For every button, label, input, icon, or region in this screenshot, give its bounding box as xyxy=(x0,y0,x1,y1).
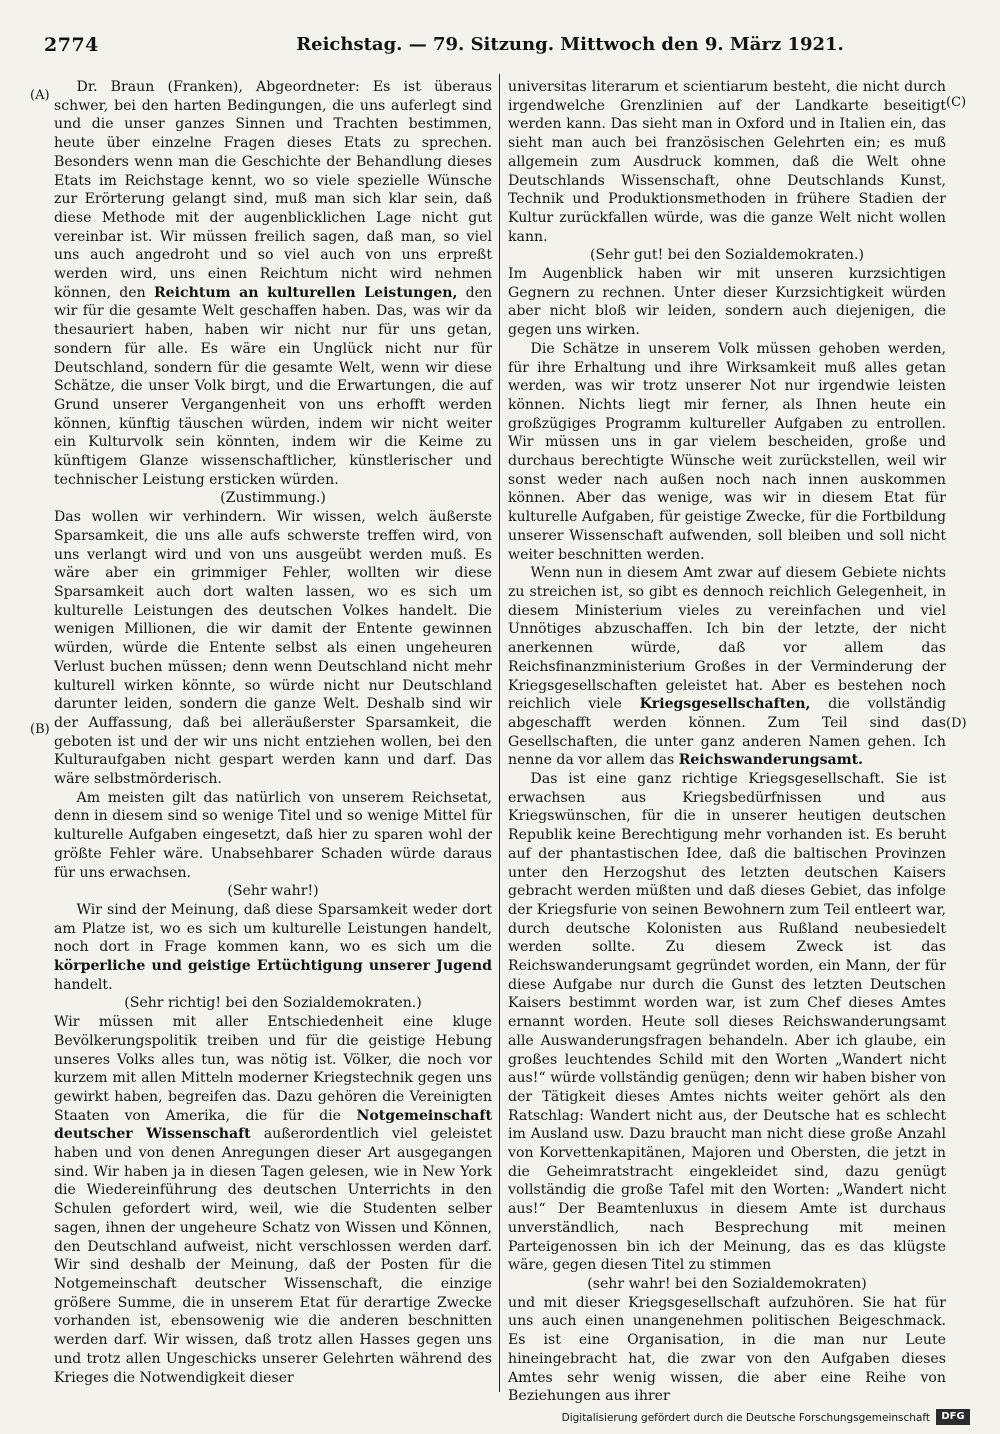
reaction: (Sehr wahr!) xyxy=(227,883,319,900)
paragraph: Dr. Braun (Franken), Abgeordneter: Es ist überaus schwer, bei den harten Bedingungen, die uns auferlegt sind und die unser ganzes Sinnen und Trachten bestimmen, heute über einzelne Fragen dieses Etats zu sprechen. Besonders wenn man die Geschichte der Behandlung dieses Etats im Reichstage kennt, wo so viele spezielle Wünsche zur Erörterung gelangt sind, muß man sich klar sein, daß diese Methode mit der augenblicklichen Lage nicht gut vereinbar ist. Wir müssen freilich sagen, daß man, so viel uns auch angedroht und so viel auch von uns erpreßt werden wird, uns einen Reichtum nicht wird nehmen können, den Reichtum an kulturellen Leistungen, den wir für die gesamte Welt geschaffen haben. Das, was wir da thesauriert haben, haben wir nicht nur für uns getan, sondern für alle. Es wäre ein Unglück nicht nur für Deutschland, sondern für die gesamte Welt, wenn wir diese Schätze, die unser Volk birgt, und die Erwartungen, die auf Grund unserer Vergangenheit von uns erhofft werden können, künftig täuschen würden, indem wir nicht weiter ein Kulturvolk sein könnten, indem wir die Keime zu künftigem Glanze wissenschaftlicher, künstlerischer und technischer Leistung ersticken würden. xyxy=(54,79,493,488)
margin-marker-b: (B) xyxy=(30,722,50,737)
paragraph: Das ist eine ganz richtige Kriegsgesellschaft. Sie ist erwachsen aus Kriegsbedürfnissen und aus Kriegswünschen, für die in unserer heutigen deutschen Republik keine Berechtigung mehr vorhanden ist. Es beruht auf der phantastischen Idee, daß die baltischen Provinzen unter den Herzogshut des letzten deutschen Kaisers gebracht werden müßten und daß dieses Gebiet, das infolge der Kriegsfurie von seinen Bewohnern zum Teil entleert war, durch deutsche Kolonisten aus Rußland neubesiedelt werden sollte. Zu diesem Zweck ist das Reichswanderungsamt gegründet worden, ein Mann, der für diese Aufgabe nur durch die Gunst des letzten Deutschen Kaisers bestimmt worden war, ist zum Chef dieses Amtes ernannt worden. Heute soll dieses Reichswanderungsamt alle Auswanderungsfragen behandeln. Aber ich glaube, ein großes leuchtendes Schild mit den Worten „Wandert nicht aus!“ würde vollständig genügen; denn wir haben bisher von der Tätigkeit dieses Amtes nichts weiter gehört als den Ratschlag: Wandert nicht aus, der Deutsche hat es schlecht im Ausland usw. Dazu braucht man nicht diese große Anzahl von Korvettenkapitänen, Majoren und Obersten, die jetzt in die Geheimratstracht eingekleidet sind, dazu genügt vollständig die große Tafel mit den Worten: „Wandert nicht aus!“ Der Beamtenluxus in diesem Amte ist durchaus unverständlich, nach Besprechung mit meinen Parteigenossen bin ich der Meinung, das es das klügste wäre, gegen diesen Titel zu stimmen xyxy=(508,771,946,1274)
column-divider xyxy=(499,74,500,1392)
paragraph: Wir sind der Meinung, daß diese Sparsamkeit weder dort am Platze ist, wo es sich um kulturelle Leistungen handelt, noch dort in Frage kommen kann, wo es sich um die körperliche und geistige Ertüchtigung unserer Jugend handelt. xyxy=(54,901,492,993)
paragraph: Im Augenblick haben wir mit unseren kurzsichtigen Gegnern zu rechnen. Unter dieser Kurzsichtigkeit würden aber nicht bloß wir leiden, sondern auch diejenigen, die gegen uns wirken. xyxy=(508,266,946,339)
paragraph: Wir müssen mit aller Entschiedenheit eine kluge Bevölkerungspolitik treiben und für die geistige Hebung unseres Volks alles tun, was nötig ist. Völker, die noch vor kurzem mit allen Mitteln moderner Kriegstechnik gegen uns gewirkt haben, begreifen das. Dazu gehören die Vereinigten Staaten von Amerika, die für die Notgemeinschaft deutscher Wissenschaft außerordentlich viel geleistet haben und von denen Anregungen dieser Art ausgegangen sind. Wir haben ja in diesen Tagen gelesen, wie in New York die Wiedereinführung des deutschen Unterrichts in den Schulen gefordert wird, weil, wie die Studenten selber sagen, ihnen der ungeheure Schatz von Wissen und Können, den Deutschland aufweist, nicht verschlossen werden darf. Wir sind deshalb der Meinung, daß der Posten für die Notgemeinschaft deutscher Wissenschaft, die einzige größere Summe, die in unserem Etat für derartige Zwecke vorhanden ist, ebensowenig wie die anderen beschnitten werden darf. Wir wissen, daß trotz allen Hasses gegen uns und trotz allen Ungeschicks unserer Gelehrten während des Krieges die Notwendigkeit dieser xyxy=(54,1014,493,1386)
left-column xyxy=(54,78,492,1388)
paragraph: und mit dieser Kriegsgesellschaft aufzuhören. Sie hat für uns auch einen unangenehmen politischen Beigeschmack. Es ist eine Organisation, in die man nur Leute hineingebracht hat, die zwar von den Aufgaben dieses Amtes sehr wenig wissen, die aber eine Reihe von Beziehungen aus ihrer xyxy=(508,1294,946,1405)
paragraph: Wenn nun in diesem Amt zwar auf diesem Gebiete nichts zu streichen ist, so gibt es dennoch reichlich Gelegenheit, in diesem Ministerium vieles zu vereinfachen und viel Unnötiges abzuschaffen. Ich bin der letzte, der nicht anerkennen würde, daß vor allem das Reichsfinanzministerium Großes in der Verminderung der Kriegsgesellschaften geleistet hat. Aber es bestehen noch reichlich viele Kriegsgesellschaften, die vollständig abgeschafft werden können. Zum Teil sind das Gesellschaften, die unter ganz anderen Namen gehen. Ich nenne da vor allem das Reichswanderungsamt. xyxy=(508,565,946,769)
page-header xyxy=(40,34,940,58)
paragraph: Die Schätze in unserem Volk müssen gehoben werden, für ihre Erhaltung und ihre Wirksamkeit muß alles getan werden, was wir trotz unserer Not nur irgendwie leisten können. Nichts liegt mir ferner, als Ihnen heute ein großzügiges Programm kultureller Aufgaben zu entrollen. Wir müssen uns in gar vielem bescheiden, große und durchaus berechtigte Wünsche weit zurückstellen, weil wir sonst weder nach außen noch nach innen auskommen können. Aber das wenige, was wir in diesem Etat für kulturelle Aufgaben, für geistige Zwecke, für die Fortbildung unserer Wissenschaft aufwenden, soll bleiben und soll nicht weiter beschnitten werden. xyxy=(508,340,946,563)
paragraph: Am meisten gilt das natürlich von unserem Reichsetat, denn in diesem sind so wenige Titel und so wenige Mittel für kulturelle Aufgaben eingesetzt, daß hier zu sparen wohl der größte Fehler wäre. Unabsehbarer Schaden würde daraus für uns erwachsen. xyxy=(54,789,492,881)
reaction: (Sehr gut! bei den Sozialdemokraten.) xyxy=(590,247,864,264)
margin-marker-c: (C) xyxy=(946,95,967,110)
paragraph: Das wollen wir verhindern. Wir wissen, welch äußerste Sparsamkeit, die uns alle aufs schwerste treffen wird, von uns verlangt wird und von uns ausgeübt werden muß. Es wäre aber ein grimmiger Fehler, wollten wir diese Sparsamkeit auch dort walten lassen, wo es sich um kulturelle Leistungen des deutschen Volkes handelt. Die wenigen Millionen, die wir damit der Entente gewinnen würden, würde die Entente selbst als einen ungeheuren Verlust buchen müssen; denn wenn Deutschland nicht mehr kulturell wirken könnte, so würde nicht nur Deutschland darunter leiden, sondern die ganze Welt. Deshalb sind wir der Auffassung, daß bei alleräußerster Sparsamkeit, die geboten ist und der wir uns nicht entziehen wollen, bei den Kulturaufgaben nicht gespart werden kann und darf. Das wäre selbstmörderisch. xyxy=(54,509,492,788)
margin-marker-d: (D) xyxy=(946,716,967,731)
reaction: (Zustimmung.) xyxy=(220,490,326,507)
page-number: 2774 xyxy=(44,34,99,56)
dfg-logo: DFG xyxy=(936,1409,970,1425)
paragraph: universitas literarum et scientiarum besteht, die nicht durch irgendwelche Grenzlinien auf der Landkarte beseitigt werden kann. Das sieht man in Oxford und in Italien ein, das sieht man auch bei französischen Gelehrten ein; es muß allgemein zum Ausdruck kommen, daß die Welt ohne Deutschlands Wissenschaft, ohne Deutschlands Kunst, Technik und Produktionsmethoden in frühere Stadien der Kultur zurückfallen würde, was die ganze Welt nicht wollen kann. xyxy=(508,79,946,245)
reaction: (sehr wahr! bei den Sozialdemokraten) xyxy=(587,1276,867,1292)
running-head: Reichstag. — 79. Sitzung. Mittwoch den 9. März 1921. xyxy=(296,34,844,55)
reaction: (Sehr richtig! bei den Sozialdemokraten.) xyxy=(124,995,422,1012)
margin-marker-a: (A) xyxy=(30,88,50,103)
right-column xyxy=(508,78,946,1405)
footer-credit: Digitalisierung gefördert durch die Deutsche Forschungsgemeinschaft xyxy=(561,1412,930,1424)
